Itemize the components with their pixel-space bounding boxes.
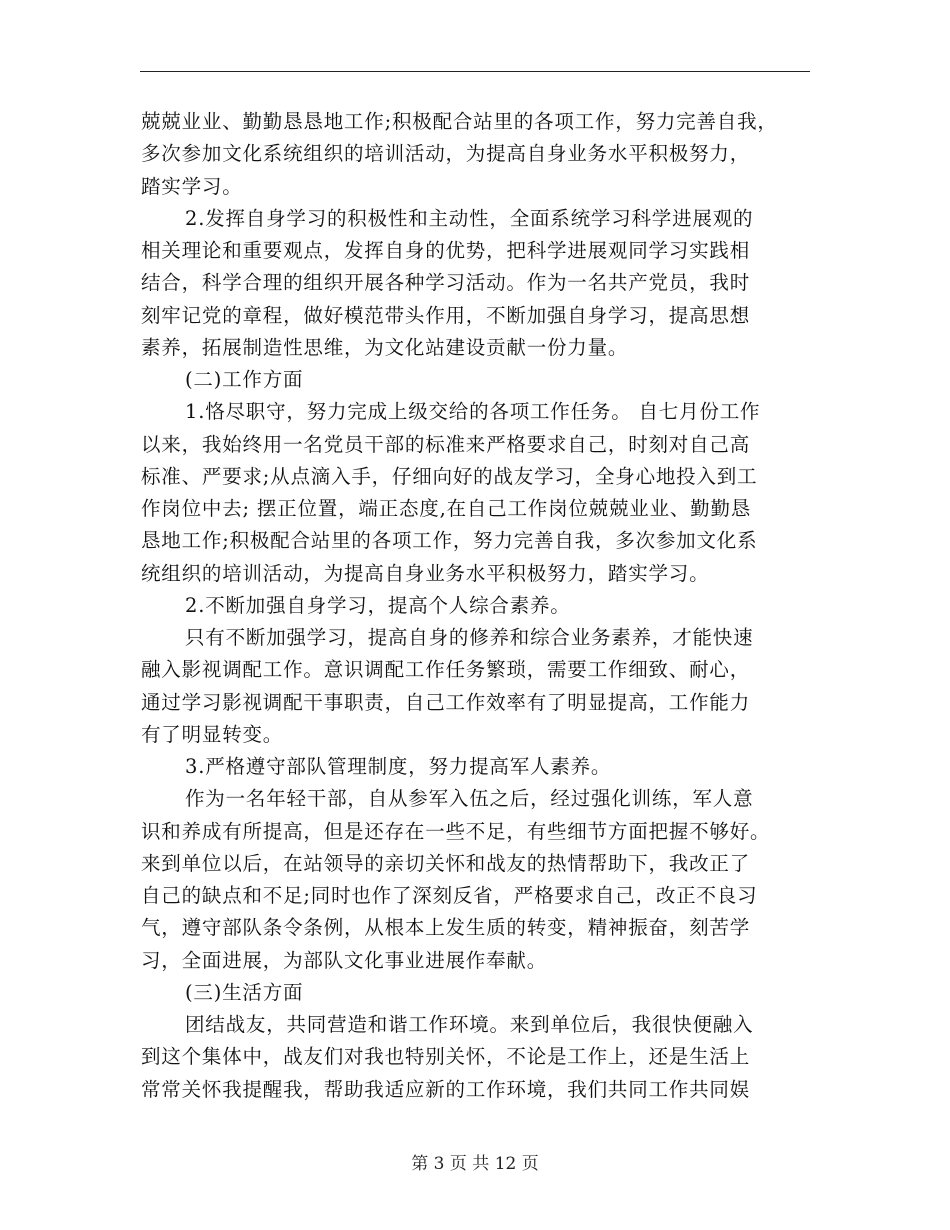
text-line: 来到单位以后，在站领导的亲切关怀和战友的热情帮助下，我改正了: [141, 851, 751, 875]
text-line: 结合，科学合理的组织开展各种学习活动。作为一名共产党员，我时: [141, 271, 751, 295]
text-line: 融入影视调配工作。意识调配工作任务繁琐，需要工作细致、耐心，: [141, 658, 751, 682]
text-line: 自己的缺点和不足;同时也作了深刻反省，严格要求自己，改正不良习: [141, 884, 758, 907]
text-line: 标准、严要求;从点滴入手，仔细向好的战友学习，全身心地投入到工: [141, 464, 758, 488]
text-line: 兢兢业业、勤勤恳恳地工作;积极配合站里的各项工作，努力完善自我，: [141, 110, 778, 133]
text-line: 3.严格遵守部队管理制度，努力提高军人素养。: [185, 755, 612, 778]
text-line: 恳地工作;积极配合站里的各项工作，努力完善自我，多次参加文化系: [141, 529, 758, 553]
text-line: 素养，拓展制造性思维，为文化站建设贡献一份力量。: [141, 335, 629, 359]
text-line: 以来，我始终用一名党员干部的标准来严格要求自己，时刻对自己高: [141, 432, 751, 456]
text-line: 1.恪尽职守，努力完成上级交给的各项工作任务。 自七月份工作: [185, 400, 761, 424]
text-line: (三)生活方面: [185, 980, 304, 1004]
header-rule: [140, 71, 810, 72]
text-line: 通过学习影视调配干事职责，自己工作效率有了明显提高，工作能力: [141, 690, 751, 714]
text-line: 到这个集体中，战友们对我也特别关怀，不论是工作上，还是生活上: [141, 1045, 751, 1069]
text-line: 相关理论和重要观点，发挥自身的优势，把科学进展观同学习实践相: [141, 239, 751, 262]
text-line: 2.不断加强自身学习，提高个人综合素养。: [185, 593, 571, 617]
text-line: 习，全面进展，为部队文化事业进展作奉献。: [141, 948, 548, 972]
text-line: 统组织的培训活动，为提高自身业务水平积极努力，踏实学习。: [141, 561, 710, 585]
text-line: 团结战友，共同营造和谐工作环境。来到单位后，我很快便融入: [185, 1013, 754, 1036]
text-line: 气，遵守部队条令条例，从根本上发生质的转变，精神振奋，刻苦学: [141, 916, 751, 940]
text-line: 作岗位中去; 摆正位置，端正态度,在自己工作岗位兢兢业业、勤勤恳: [141, 497, 752, 520]
text-line: 识和养成有所提高，但是还存在一些不足，有些细节方面把握不够好。: [141, 819, 771, 843]
text-line: 只有不断加强学习，提高自身的修养和综合业务素养，才能快速: [185, 626, 754, 649]
text-line: (二)工作方面: [185, 368, 304, 391]
text-line: 有了明显转变。: [141, 722, 284, 746]
text-line: 刻牢记党的章程，做好模范带头作用，不断加强自身学习，提高思想: [141, 303, 751, 327]
text-line: 2.发挥自身学习的积极性和主动性，全面系统学习科学进展观的: [185, 206, 754, 230]
text-line: 多次参加文化系统组织的培训活动，为提高自身业务水平积极努力，: [141, 142, 751, 166]
text-line: 踏实学习。: [141, 174, 243, 198]
body-text: [141, 106, 813, 1106]
page-footer: 第 3 页 共 12 页: [411, 1154, 539, 1174]
text-line: 作为一名年轻干部，自从参军入伍之后，经过强化训练，军人意: [185, 787, 754, 811]
text-line: 常常关怀我提醒我，帮助我适应新的工作环境，我们共同工作共同娱: [141, 1077, 751, 1101]
